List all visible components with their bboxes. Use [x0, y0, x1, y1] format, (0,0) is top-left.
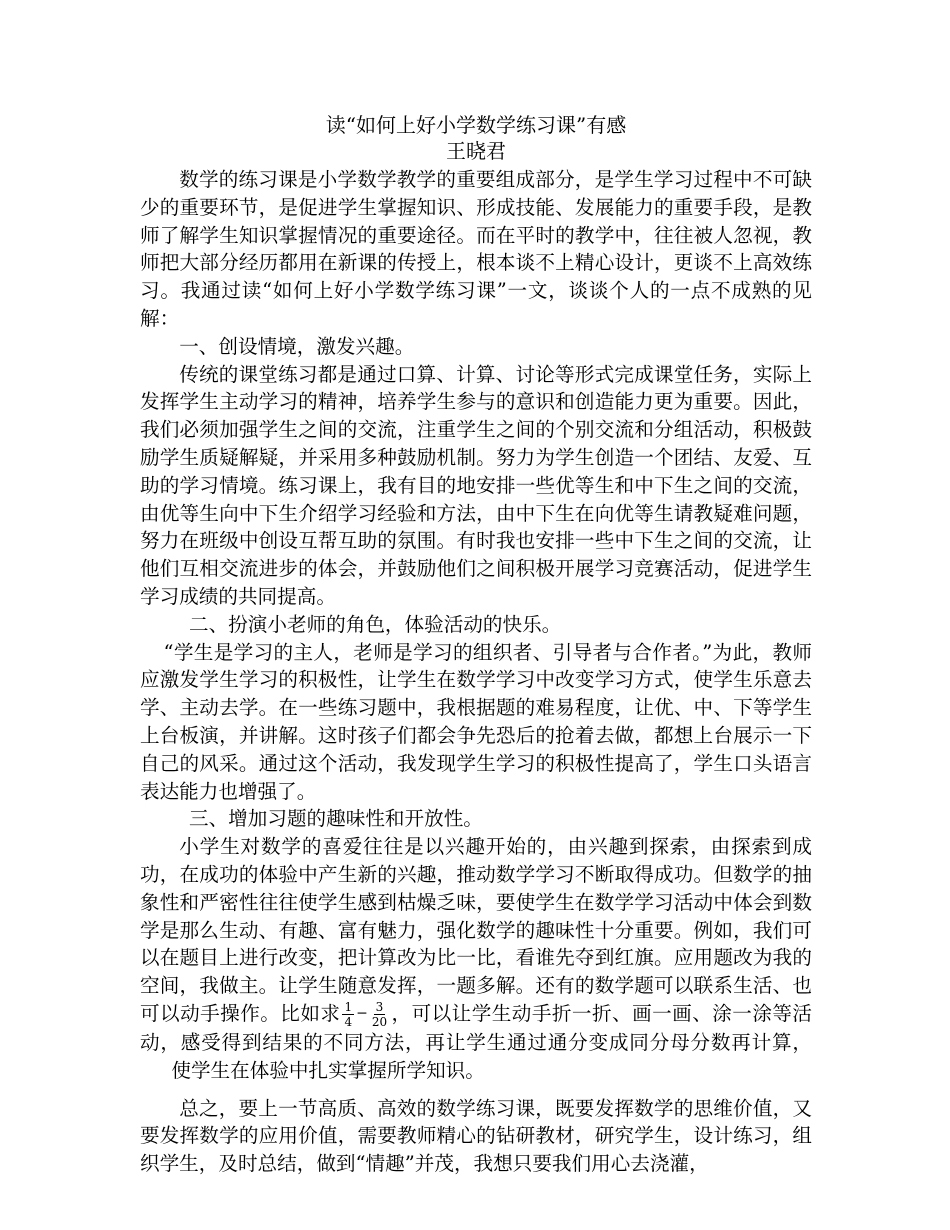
section1-paragraph: 传统的课堂练习都是通过口算、计算、讨论等形式完成课堂任务，实际上发挥学生主动学习的精神，培养学生参与的意识和创造能力更为重要。因此，我们必须加强学生之间的交流，注重学生之间的个别交流和分组活动，积极鼓励学生质疑解疑，并采用多种鼓励机制。努力为学生创造一个团结、友爱、互助的学习情境。练习课上，我有目的地安排一些优等生和中下生之间的交流，由优等生向中下生介绍学习经验和方法，由中下生在向优等生请教疑难问题，努力在班级中创设互帮互助的氛围。有时我也安排一些中下生之间的交流，让他们互相交流进步的体会，并鼓励他们之间积极开展学习竞赛活动，促进学生学习成绩的共同提高。: [140, 362, 812, 608]
document-page: [140, 112, 812, 1178]
section1-heading: 一、创设情境，激发兴趣。: [179, 334, 415, 358]
section2-paragraph: “学生是学习的主人，老师是学习的组织者、引导者与合作者。”为此，教师应激发学生学习的积极性，让学生在数学学习中改变学习方式，使学生乐意去学、主动去学。在一些练习题中，我根据题的难易程度，让优、中、下等学生上台板演，并讲解。这时孩子们都会争先恐后的抢着去做，都想上台展示一下自己的风采。通过这个活动，我发现学生学习的积极性提高了，学生口头语言表达能力也增强了。: [140, 640, 812, 803]
section3-text-a: 小学生对数学的喜爱往往是以兴趣开始的，由兴趣到探索，由探索到成功，在成功的体验中产生新的兴趣，推动数学学习不断取得成功。但数学的抽象性和严密性往往使学生感到枯燥乏味，要使学生在数学学习活动中体会到数学是那么生动、有趣、富有魅力，强化数学的趣味性十分重要。例如，我们可以在题目上进行改变，把计算改为比一比，看谁先夺到红旗。应用题改为我的空间，我做主。让学生随意发挥，一题多解。还有的数学题可以联系生活、也可以动手操作。比如求: [140, 835, 812, 1025]
fraction-expression: [340, 1000, 391, 1029]
fraction2-denominator: 20: [371, 1014, 388, 1029]
fraction-three-twentieths: [370, 1000, 389, 1029]
section2-heading: 二、扮演小老师的角色，体验活动的快乐。: [189, 612, 562, 636]
conclusion-paragraph: 总之，要上一节高质、高效的数学练习课，既要发挥数学的思维价值，又要发挥数学的应用价值，需要教师精心的钻研教材，研究学生，设计练习，组织学生，及时总结，做到“情趣”并茂，我想只要我们用心去浇灌，: [140, 1096, 812, 1176]
section3-text-b: ，可以让学生动手折一折、画一画、涂一涂等活动，感受得到结果的不同方法，再让学生通过通分变成同分母分数再计算，: [140, 1001, 813, 1054]
author-name: 王晓君: [446, 139, 506, 163]
fraction2-numerator: 3: [375, 999, 384, 1014]
minus-sign: −: [356, 1005, 368, 1022]
section3-heading: 三、增加习题的趣味性和开放性。: [189, 807, 483, 831]
fraction-one-quarter: [342, 1000, 354, 1029]
fraction1-denominator: 4: [344, 1014, 353, 1029]
intro-paragraph: 数学的练习课是小学数学教学的重要组成部分，是学生学习过程中不可缺少的重要环节，是促进学生掌握知识、形成技能、发展能力的重要手段，是教师了解学生知识掌握情况的重要途径。而在平时的教学中，往往被人忽视，教师把大部分经历都用在新课的传授上，根本谈不上精心设计，更谈不上高效练习。我通过读“如何上好小学数学练习课”一文，谈谈个人的一点不成熟的见解：: [140, 168, 812, 330]
fraction1-numerator: 1: [344, 999, 353, 1014]
section3-text-c: 使学生在体验中扎实掌握所学知识。: [171, 1058, 485, 1082]
section3-paragraph: [140, 833, 812, 1084]
document-title: 读“如何上好小学数学练习课”有感: [325, 113, 627, 137]
